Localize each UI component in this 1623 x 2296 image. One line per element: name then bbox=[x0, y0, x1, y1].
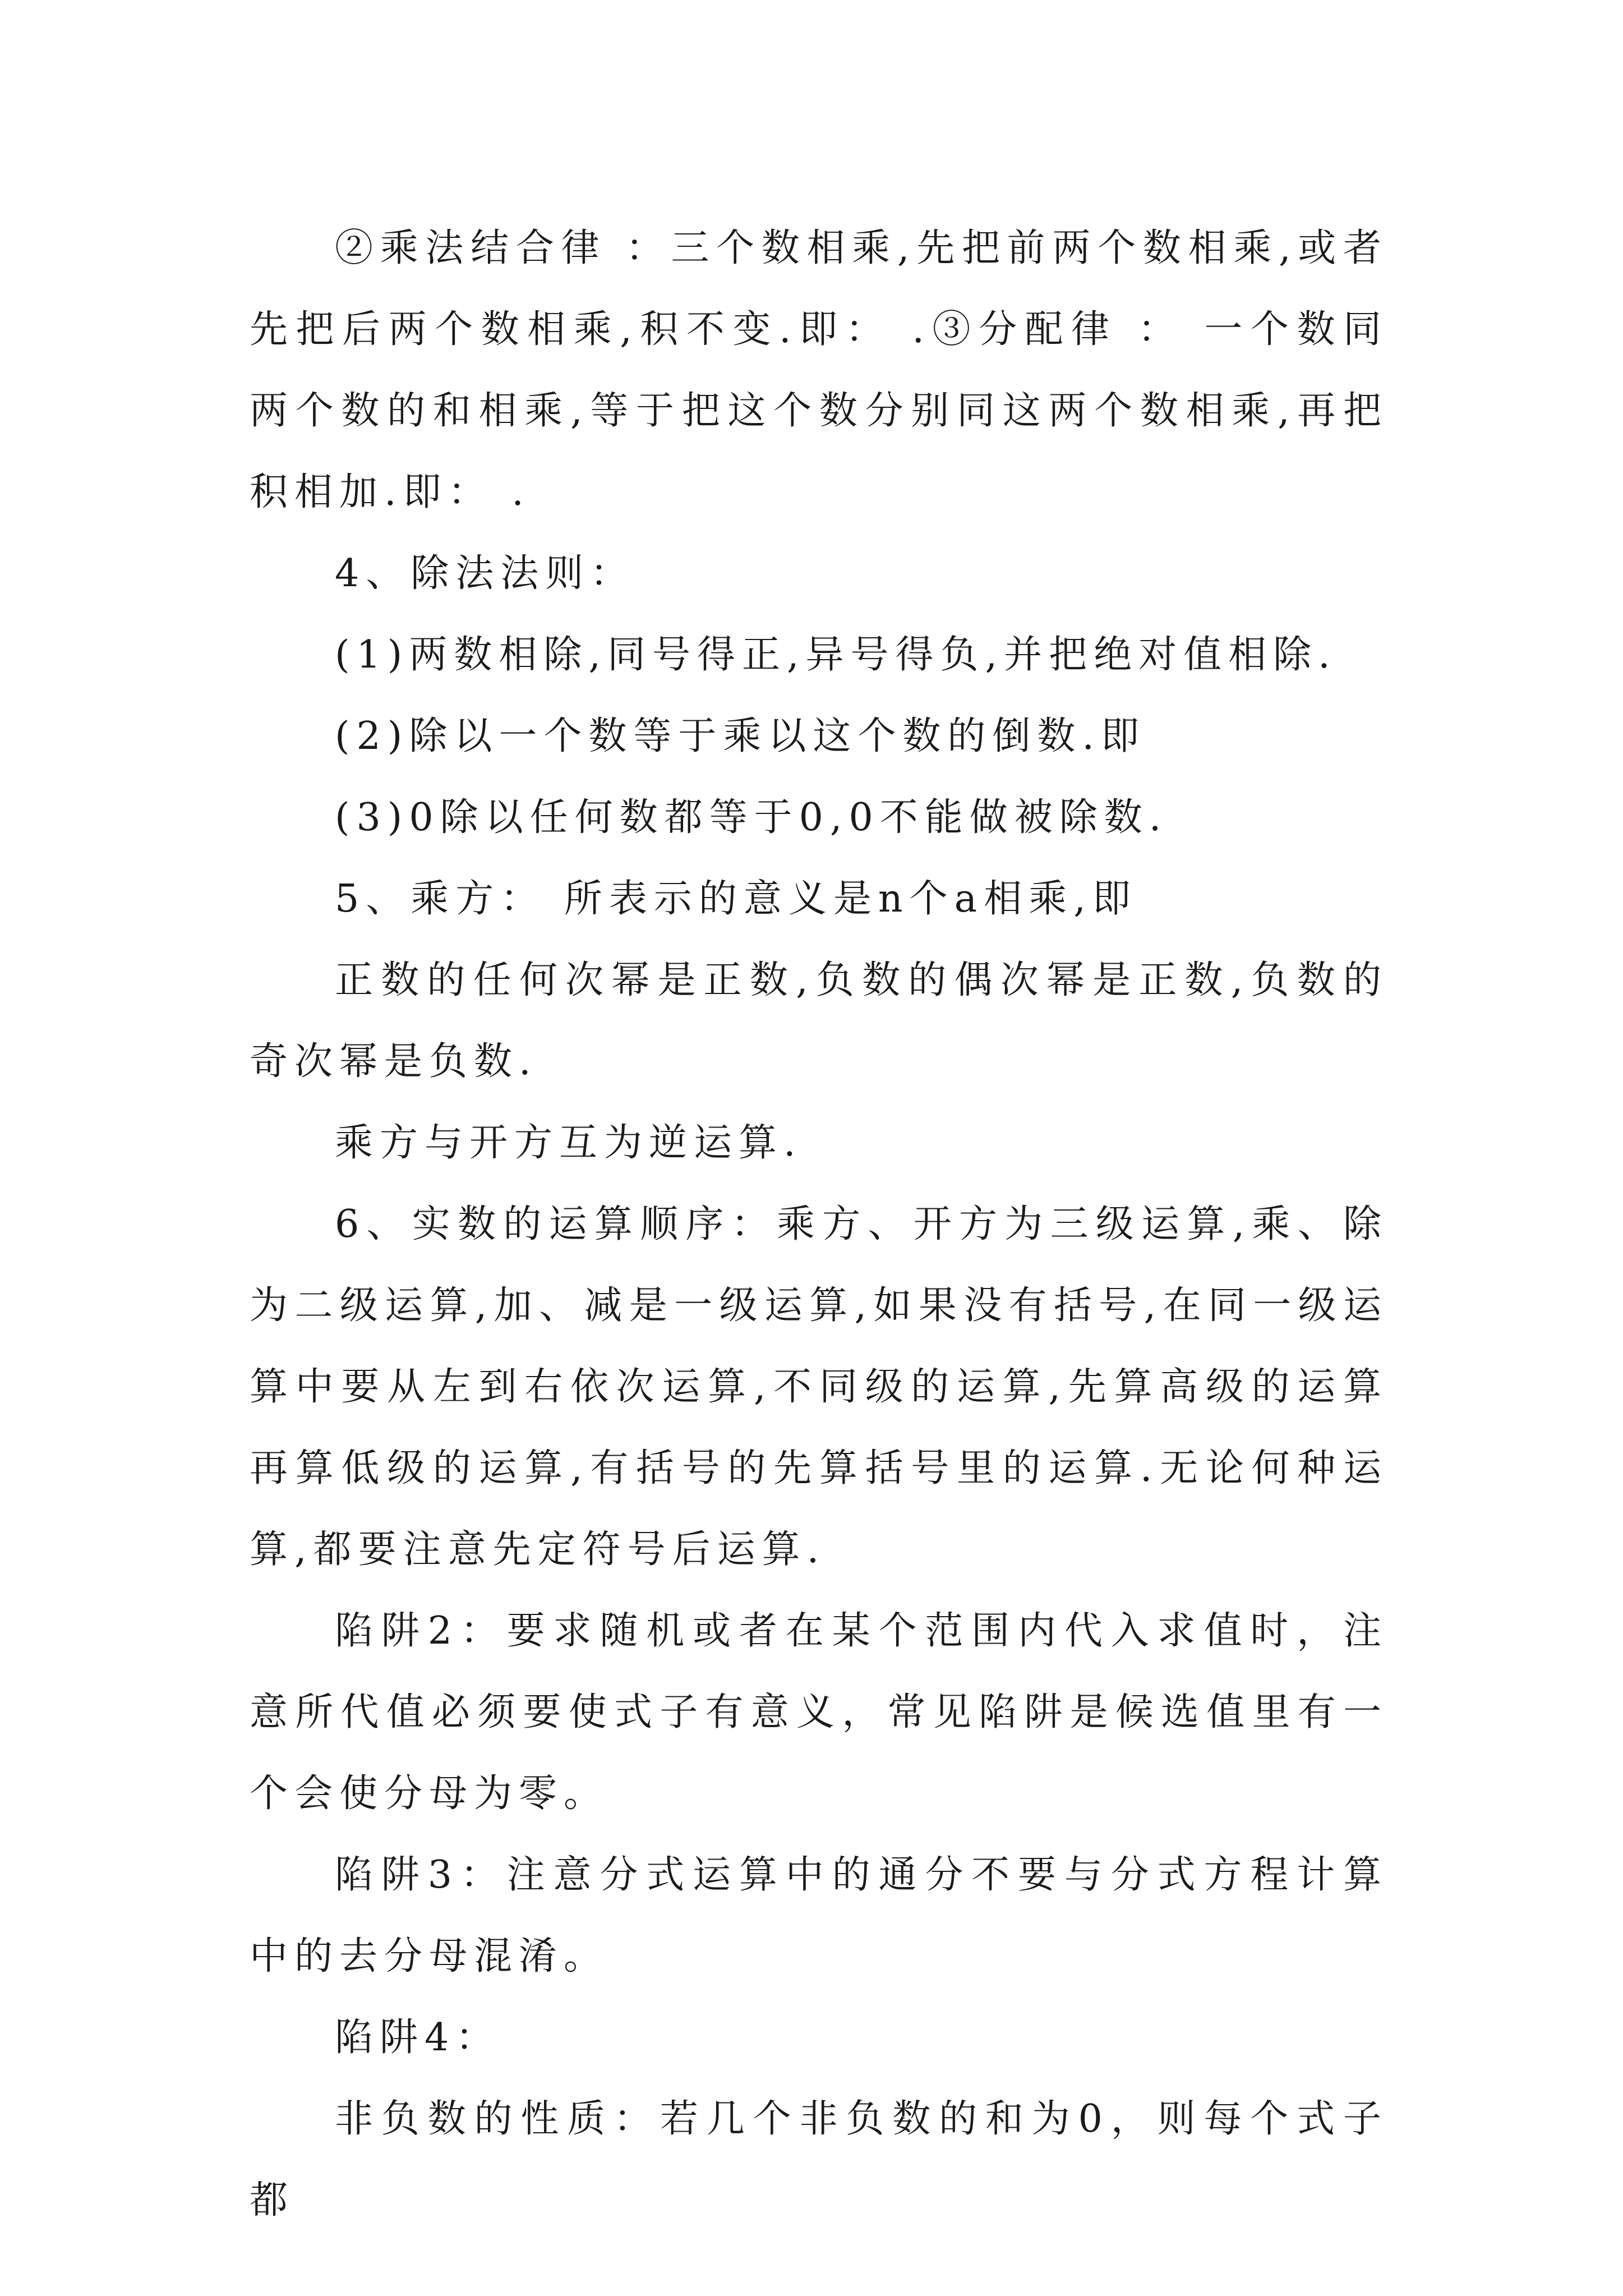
document-body bbox=[250, 208, 1388, 2241]
paragraph-pitfall-4-heading: 陷阱4： bbox=[335, 2016, 501, 2060]
paragraph-nonnegative-property: 非负数的性质：若几个非负数的和为0，则每个式子都 bbox=[250, 2097, 1388, 2223]
paragraph-pitfall-3: 陷阱3：注意分式运算中的通分不要与分式方程计算中的去分母混淆。 bbox=[250, 1853, 1388, 1978]
paragraph-division-rule-2: (2)除以一个数等于乘以这个数的倒数.即 bbox=[335, 714, 1146, 758]
paragraph-inverse-operations: 乘方与开方互为逆运算. bbox=[335, 1121, 803, 1165]
paragraph-division-rule-3: (3)0除以任何数都等于0,0不能做被除数. bbox=[335, 795, 1168, 840]
paragraph-division-rule-1: (1)两数相除,同号得正,异号得负,并把绝对值相除. bbox=[335, 633, 1337, 677]
paragraph-pitfall-2: 陷阱2：要求随机或者在某个范围内代入求值时，注意所代值必须要使式子有意义，常见陷阱是候选值里有一个会使分母为零。 bbox=[250, 1609, 1388, 1816]
paragraph-power-definition: 5、乘方： 所表示的意义是n个a相乘,即 bbox=[335, 877, 1137, 921]
paragraph-power-sign-rules: 正数的任何次幂是正数,负数的偶次幂是正数,负数的奇次幂是负数. bbox=[250, 958, 1388, 1084]
paragraph-order-of-operations: 6、实数的运算顺序：乘方、开方为三级运算,乘、除为二级运算,加、减是一级运算,如果没有括号,在同一级运算中要从左到右依次运算,不同级的运算,先算高级的运算再算低级的运算,有括号的先算括号里的运算.无论何种运算,都要注意先定符号后运算. bbox=[250, 1202, 1388, 1572]
paragraph-multiplication-laws: ②乘法结合律 ：三个数相乘,先把前两个数相乘,或者先把后两个数相乘,积不变.即： .③分配律 ： 一个数同两个数的和相乘,等于把这个数分别同这两个数相乘,再把积相加.即： . bbox=[250, 226, 1388, 514]
paragraph-division-rule-heading: 4、除法法则： bbox=[335, 551, 635, 596]
